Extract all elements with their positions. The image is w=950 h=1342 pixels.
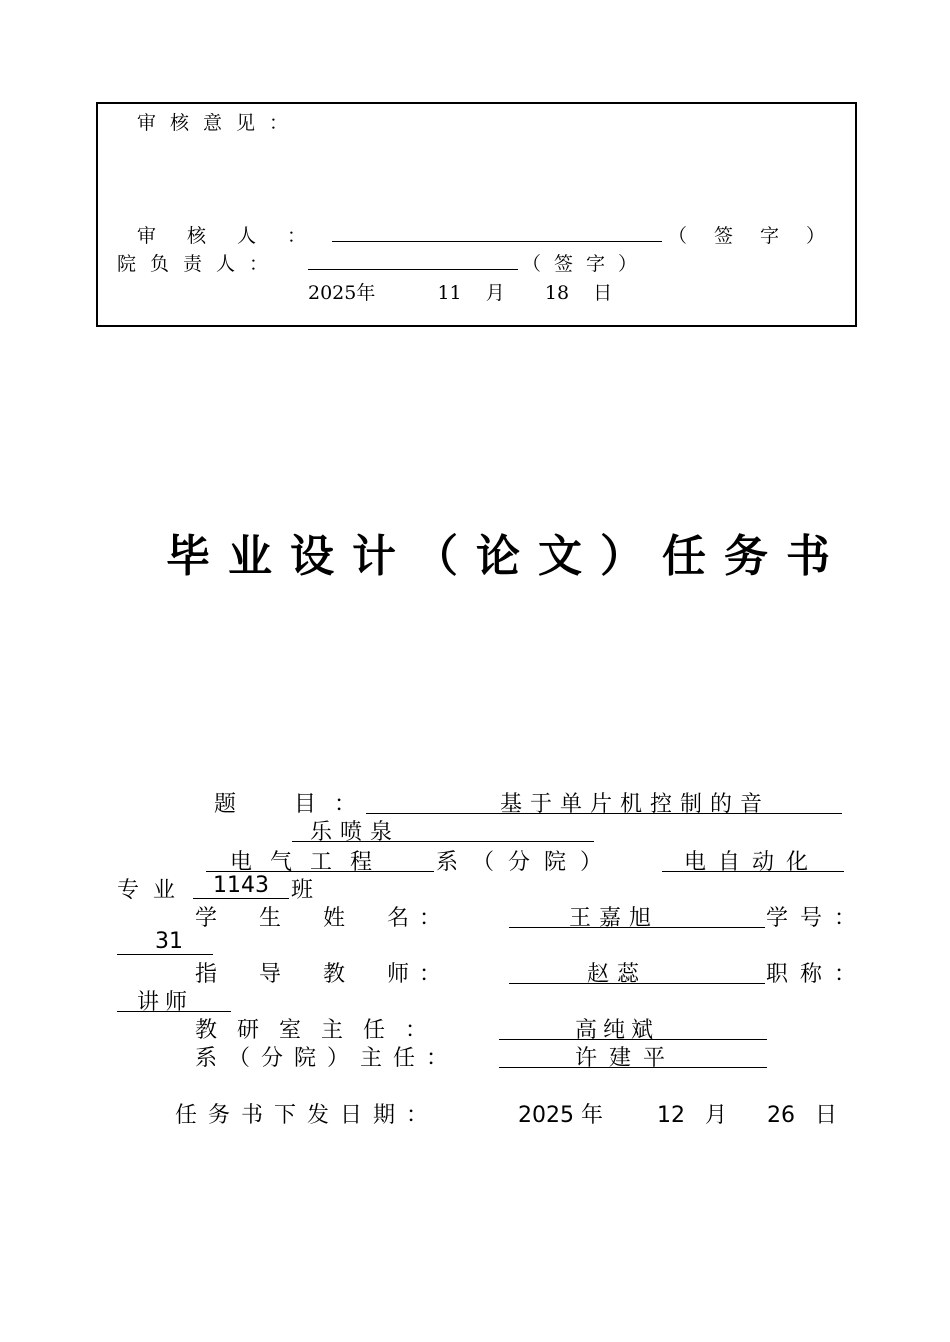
review-date-day: 18	[544, 282, 570, 304]
reviewer-sign-note: （ 签 字 ）	[668, 225, 830, 247]
issue-date	[518, 1098, 837, 1129]
reviewer-label: 审 核 人 ：	[137, 225, 313, 247]
major-label: 专业	[117, 878, 190, 903]
issue-date-day-unit: 日	[815, 1103, 838, 1128]
dean-signature-line[interactable]	[308, 268, 518, 270]
class-field[interactable]: 1143	[193, 873, 289, 899]
department-head-label: 系（分院）主任：	[195, 1046, 460, 1071]
advisor-field[interactable]: 赵蕊	[509, 957, 765, 984]
major-field[interactable]: 电自动化	[662, 845, 844, 872]
student-name-field[interactable]: 王嘉旭	[509, 901, 765, 928]
issue-date-month: 12	[657, 1103, 686, 1128]
advisor-label: 指 导 教 师：	[195, 962, 452, 987]
professional-title-field[interactable]: 讲师	[117, 985, 231, 1012]
issue-date-year: 2025	[518, 1103, 574, 1128]
department-head-field[interactable]: 许建平	[499, 1041, 767, 1068]
issue-date-day: 26	[767, 1103, 796, 1128]
professional-title-label: 职称：	[766, 962, 869, 987]
page-title: 毕业设计（论文）任务书	[166, 531, 848, 582]
issue-date-label: 任务书下发日期：	[175, 1103, 440, 1128]
review-date-day-unit: 日	[593, 282, 613, 304]
student-id-field[interactable]: 31	[117, 929, 213, 955]
review-date-month: 11	[437, 282, 462, 304]
review-opinion-label: 审核意见：	[137, 112, 303, 134]
review-date	[308, 278, 612, 305]
review-date-year: 2025	[308, 282, 357, 304]
office-director-label: 教研室主任：	[195, 1018, 448, 1043]
issue-date-year-unit: 年	[581, 1103, 604, 1128]
issue-date-month-unit: 月	[705, 1103, 728, 1128]
department-field[interactable]: 电气工程	[206, 845, 434, 872]
office-director-field[interactable]: 高纯斌	[499, 1013, 767, 1040]
dean-label: 院负责人：	[117, 253, 283, 275]
topic-label: 题 目：	[214, 792, 375, 817]
department-label: 系（分院）	[436, 850, 617, 875]
reviewer-signature-line[interactable]	[332, 240, 662, 242]
student-id-label: 学号：	[766, 906, 869, 931]
class-label: 班	[291, 878, 314, 903]
dean-sign-note: （签字）	[522, 253, 651, 275]
topic-line2-field[interactable]: 乐喷泉	[292, 815, 594, 842]
review-date-year-unit: 年	[356, 282, 376, 304]
topic-line1-field[interactable]: 基于单片机控制的音	[366, 787, 842, 814]
student-name-label: 学 生 姓 名：	[195, 906, 452, 931]
review-date-month-unit: 月	[485, 282, 505, 304]
